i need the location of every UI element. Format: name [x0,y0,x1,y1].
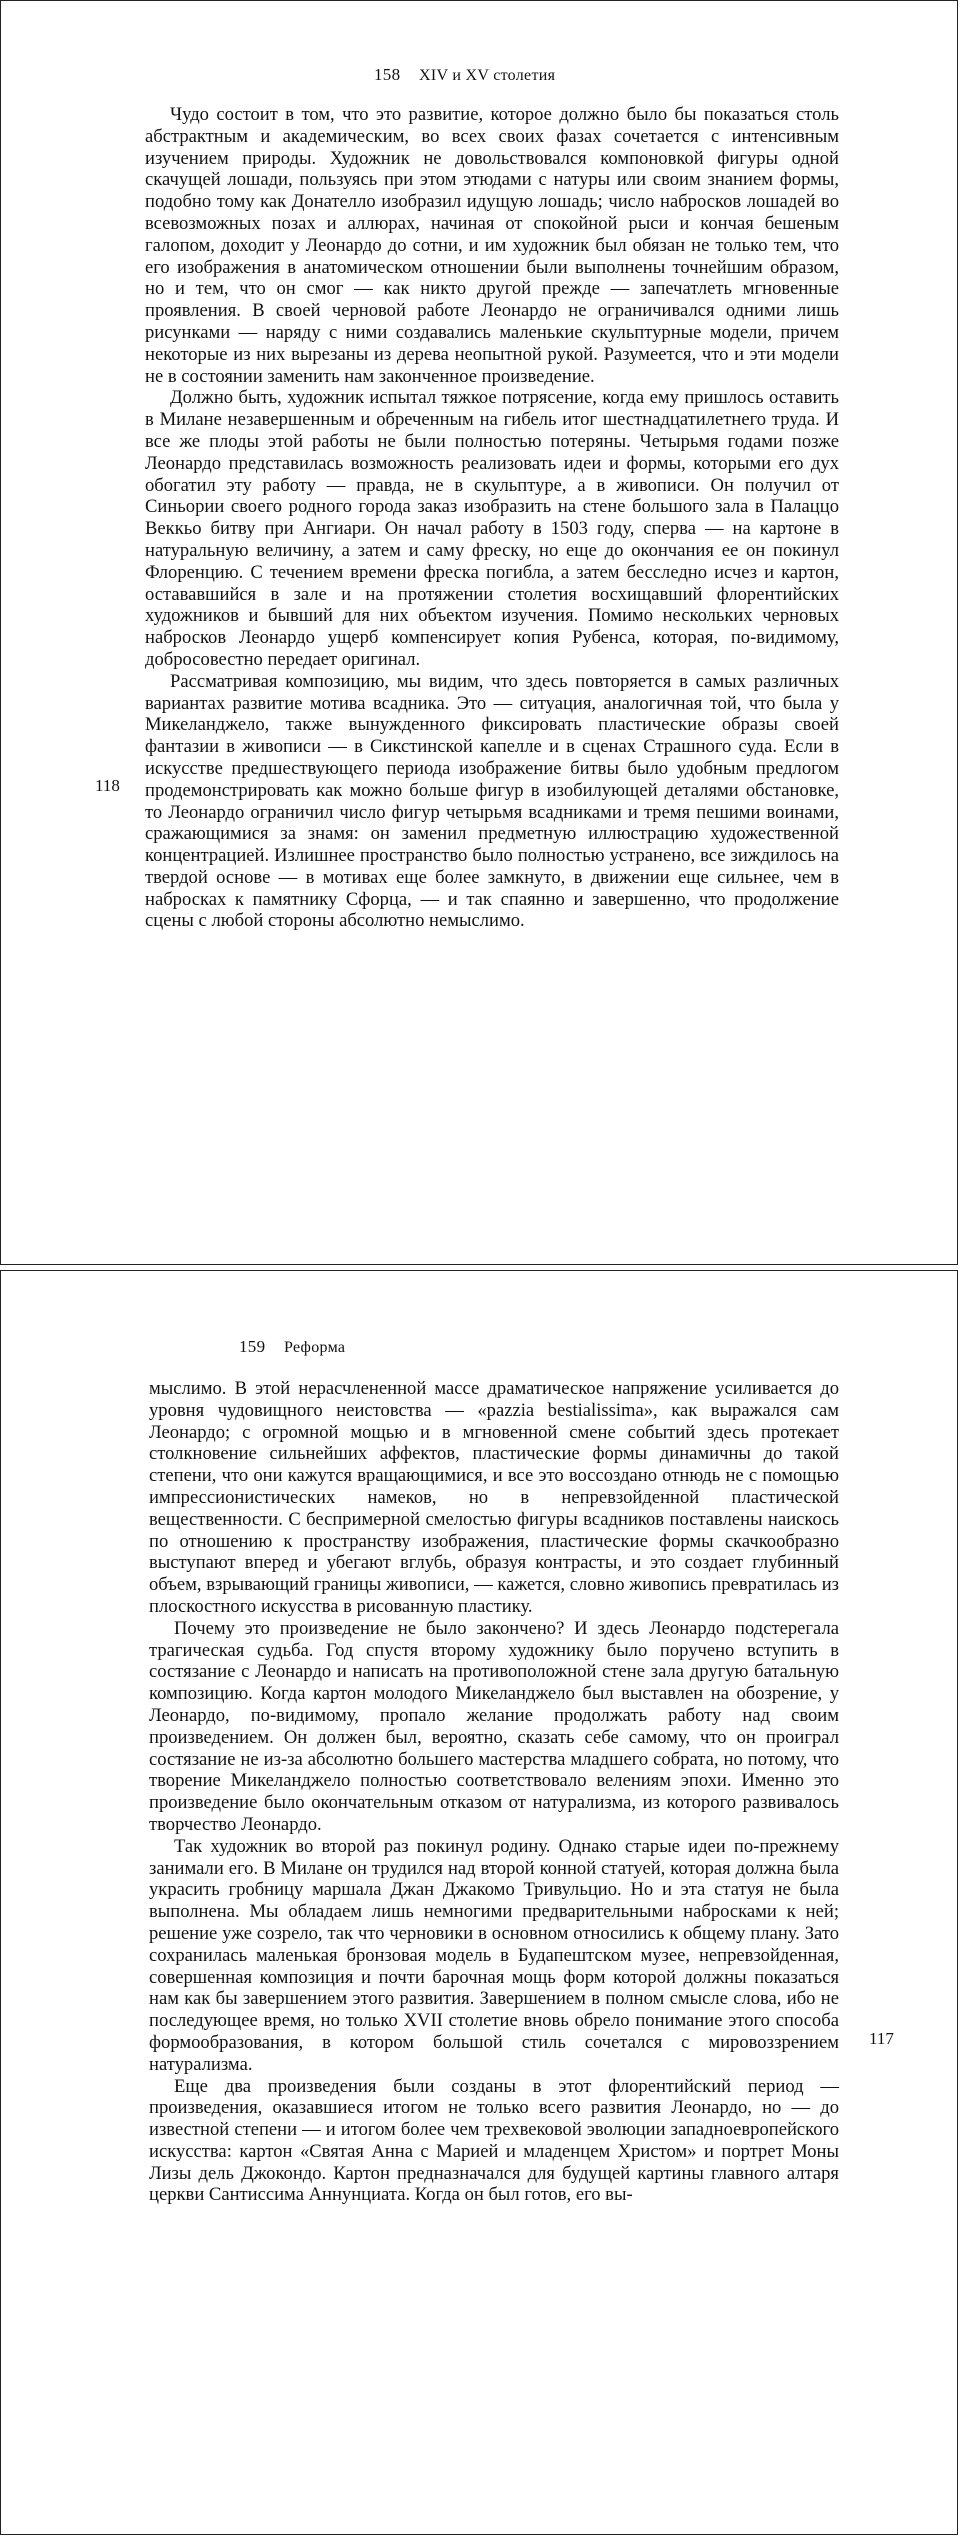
running-header [374,65,555,85]
body-text [145,104,839,932]
page-number: 158 [374,65,401,84]
paragraph: Почему это произведение не было закончено? И здесь Леонардо подстерегала трагическая судьба. Год спустя второму художнику было поручено вступить в состязание с Леонардо и написать на противоположной стене зала другую батальную композицию. Когда картон молодого Микеланджело был выставлен на обозрение, у Леонардо, по-видимому, пропало желание продолжать работу над своим произведением. Он должен был, вероятно, сказать себе самому, что он проиграл состязание не из-за абсолютно большего мастерства младшего собрата, но потому, что творение Микеланджело полностью соответствовало велениям эпохи. Именно это произведение было окончательным отказом от натурализма, из которого развивалось творчество Леонардо. [149,1617,839,1835]
paragraph: Еще два произведения были созданы в этот флорентийский период — произведения, оказавшиеся итогом не только всего развития Леонардо, но — до известной степени — и итогом более чем трехвековой эволюции западноевропейского искусства: картон «Святая Анна с Марией и младенцем Христом» и портрет Моны Лизы дель Джокондо. Картон предназначался для будущей картины главного алтаря церкви Сантиссима Аннунциата. Когда он был готов, его вы- [149,2075,839,2206]
body-text [149,1378,839,2206]
running-title: XIV и XV столетия [418,67,556,84]
paragraph: мыслимо. В этой нерасчлененной массе драматическое напряжение усиливается до уровня чудовищного неистовства — «pazzia bestialissima», как выражался сам Леонардо; с огромной мощью и в мгновенной смене событий здесь протекает столкновение сильнейших аффектов, пластические формы динамичны до такой степени, что они кажутся вращающимися, и все это воссоздано отнюдь не с помощью импрессионистических намеков, но в непревзойденной пластической вещественности. С беспримерной смелостью фигуры всадников поставлены наискось по отношению к пространству изображения, пластические формы скачкообразно выступают вперед и убегают вглубь, образуя контрасты, и это создает глубинный объем, взрывающий границы живописи, — кажется, словно живопись превратилась из плоскостного искусства в рисованную пластику. [149,1378,839,1617]
paragraph: Рассматривая композицию, мы видим, что здесь повторяется в самых различных вариантах развитие мотива всадника. Это — ситуация, аналогичная той, что была у Микеланджело, также вынужденного фиксировать пластические образы своей фантазии в живописи — в Сикстинской капелле и в сценах Страшного суда. Если в искусстве предшествующего периода изображение битвы было удобным предлогом продемонстрировать как можно больше фигур в изобилующей деталями обстановке, то Леонардо ограничил число фигур четырьмя всадниками и тремя пешими воинами, сражающимися за знамя: он заменил предметную иллюстрацию художественной концентрацией. Излишнее пространство было полностью устранено, все зиждилось на твердой основе — в мотивах еще более замкнуто, в движении еще сильнее, чем в набросках к памятнику Сфорца, — и так спаянно и завершенно, что продолжение сцены с любой стороны абсолютно немыслимо. [145,670,839,932]
running-title: Реформа [283,1339,346,1356]
right-page [0,1270,958,2535]
page-number: 159 [239,1337,266,1356]
margin-reference: 118 [95,776,120,795]
left-page [0,0,958,1265]
paragraph: Должно быть, художник испытал тяжкое потрясение, когда ему пришлось оставить в Милане незавершенным и обреченным на гибель итог шестнадцатилетнего труда. И все же плоды этой работы не были полностью потеряны. Четырьмя годами позже Леонардо представилась возможность реализовать идеи и формы, которыми его дух обогатил эту работу — правда, не в скульптуре, а в живописи. Он получил от Синьории своего родного города заказ изобразить на стене большого зала в Палаццо Веккьо битву при Ангиари. Он начал работу в 1503 году, сперва — на картоне в натуральную величину, а затем и саму фреску, но еще до окончания ее он покинул Флоренцию. С течением времени фреска погибла, а затем бесследно исчез и картон, остававшийся в зале и на протяжении столетия восхищавший флорентийских художников и бывший для них объектом изучения. Помимо нескольких черновых набросков Леонардо ущерб компенсирует копия Рубенса, которая, по-видимому, добросовестно передает оригинал. [145,387,839,670]
margin-reference: 117 [869,2029,894,2048]
paragraph: Так художник во второй раз покинул родину. Однако старые идеи по-прежнему занимали его. В Милане он трудился над второй конной статуей, которая должна была украсить гробницу маршала Джан Джакомо Тривульцио. Но и эта статуя не была выполнена. Мы обладаем лишь немногими предварительными набросками к ней; решение уже созрело, так что черновики в основном относились к общему плану. Зато сохранилась маленькая бронзовая модель в Будапештском музее, непревзойденная, совершенная композиция и почти барочная мощь форм которой должны показаться нам как бы завершением этого развития. Завершением в полном смысле слова, ибо не последующее время, но только XVII столетие вновь обрело понимание этого способа формообразования, в котором большой стиль сочетался с мировоззрением натурализма. [149,1835,839,2075]
paragraph: Чудо состоит в том, что это развитие, которое должно было бы показаться столь абстрактным и академическим, во всех своих фазах сочетается с интенсивным изучением природы. Художник не довольствовался компоновкой фигуры одной скачущей лошади, пользуясь при этом этюдами с натуры или своим знанием формы, подобно тому как Донателло изобразил идущую лошадь; число набросков лошадей во всевозможных позах и аллюрах, начиная от спокойной рыси и кончая бешеным галопом, доходит у Леонардо до сотни, и им художник был обязан не только тем, что его изображения в анатомическом отношении были выполнены точнейшим образом, но и тем, что он смог — как никто другой прежде — запечатлеть мгновенные проявления. В своей черновой работе Леонардо не ограничивался одними лишь рисунками — наряду с ними создавались маленькие скульптурные модели, причем некоторые из них вырезаны из дерева неопытной рукой. Разумеется, что и эти модели не в состоянии заменить нам законченное произведение. [145,104,839,387]
running-header [239,1337,345,1357]
